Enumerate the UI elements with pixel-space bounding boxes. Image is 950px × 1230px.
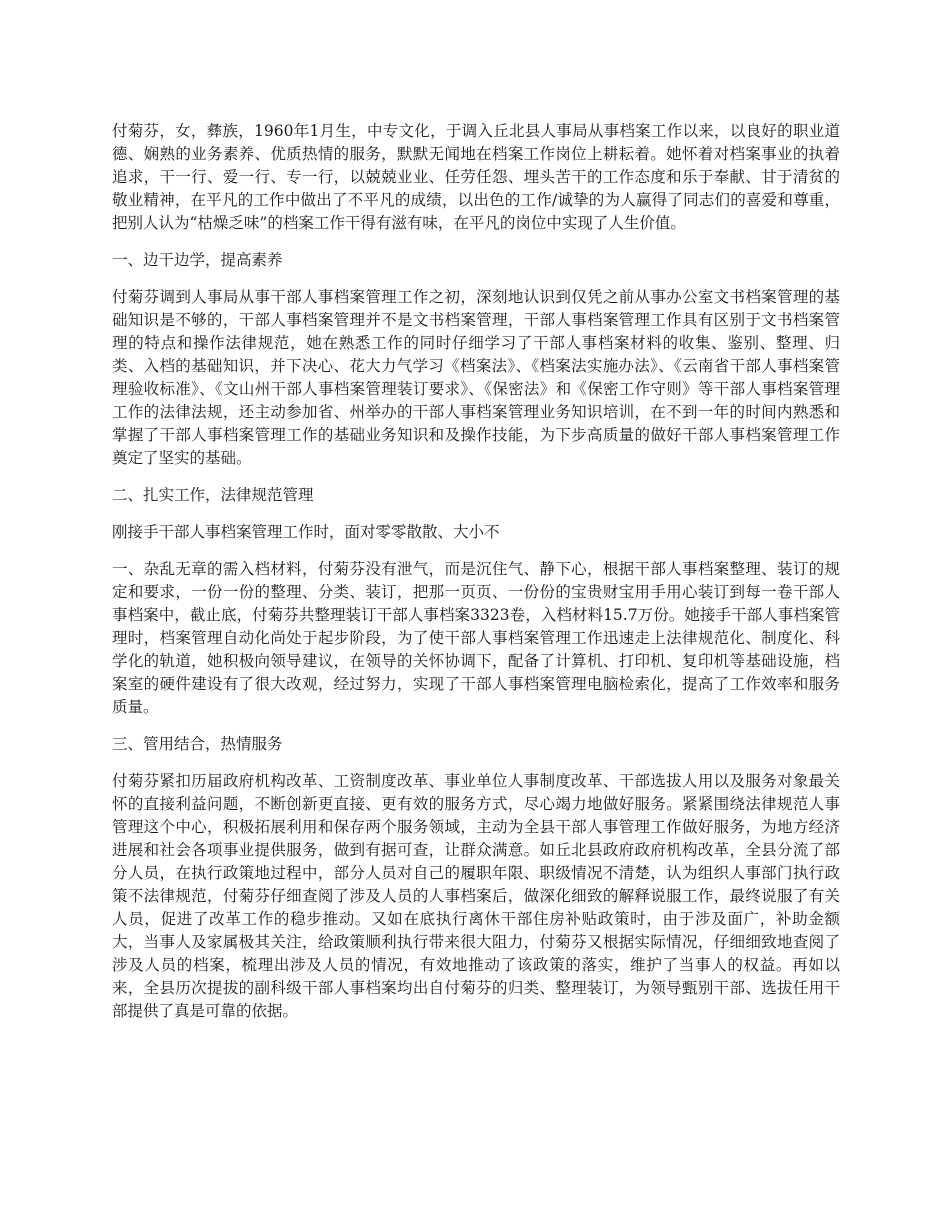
section-heading-1: 一、边干边学，提高素养	[112, 251, 283, 269]
section-2-paragraph-1: 刚接手干部人事档案管理工作时，面对零零散散、大小不	[112, 523, 500, 541]
intro-paragraph: 付菊芬，女，彝族，1960年1月生，中专文化，于调入丘北县人事局从事档案工作以来，以良好的职业道德、娴熟的业务素养、优质热情的服务，默默无闻地在档案工作岗位上耕耘着。她怀着对档案事业的执着追求，干一行、爱一行、专一行，以兢兢业业、任劳任怨、埋头苦干的工作态度和乐于奉献、甘于清贫的敬业精神，在平凡的工作中做出了不平凡的成绩，以出色的工作/诚挚的为人赢得了同志们的喜爱和尊重，把别人认为“枯燥乏味”的档案工作干得有滋有味，在平凡的岗位中实现了人生价值。	[112, 122, 840, 232]
section-heading-3: 三、管用结合，热情服务	[112, 735, 283, 753]
section-1-paragraph: 付菊芬调到人事局从事干部人事档案管理工作之初，深刻地认识到仅凭之前从事办公室文书档案管理的基础知识是不够的，干部人事档案管理并不是文书档案管理，干部人事档案管理工作具有区别于文书档案管理的特点和操作法律规范，她在熟悉工作的同时仔细学习了干部人事档案材料的收集、鉴别、整理、归类、入档的基础知识，并下决心、花大力气学习《档案法》、《档案法实施办法》、《云南省干部人事档案管理验收标准》、《文山州干部人事档案管理装订要求》、《保密法》和《保密工作守则》等干部人事档案管理工作的法律法规，还主动参加省、州举办的干部人事档案管理业务知识培训，在不到一年的时间内熟悉和掌握了干部人事档案管理工作的基础业务知识和及操作技能，为下步高质量的做好干部人事档案管理工作奠定了坚实的基础。	[112, 288, 840, 467]
document-page	[112, 120, 840, 1037]
section-heading-2: 二、扎实工作，法律规范管理	[112, 486, 314, 504]
section-3-paragraph: 付菊芬紧扣历届政府机构改革、工资制度改革、事业单位人事制度改革、干部选拔人用以及服务对象最关怀的直接利益问题，不断创新更直接、更有效的服务方式，尽心竭力地做好服务。紧紧围绕法律规范人事管理这个中心，积极拓展利用和保存两个服务领域，主动为全县干部人事管理工作做好服务，为地方经济进展和社会各项事业提供服务，做到有据可查，让群众满意。如丘北县政府政府机构改革，全县分流了部分人员，在执行政策地过程中，部分人员对自己的履职年限、职级情况不清楚，认为组织人事部门执行政策不法律规范，付菊芬仔细查阅了涉及人员的人事档案后，做深化细致的解释说服工作，最终说服了有关人员，促进了改革工作的稳步推动。又如在底执行离休干部住房补贴政策时，由于涉及面广，补助金额大，当事人及家属极其关注，给政策顺利执行带来很大阻力，付菊芬又根据实际情况，仔细细致地查阅了涉及人员的档案，梳理出涉及人员的情况，有效地推动了该政策的落实，维护了当事人的权益。再如以来，全县历次提拔的副科级干部人事档案均出自付菊芬的归类、整理装订，为领导甄别干部、选拔任用干部提供了真是可靠的依据。	[112, 772, 840, 1020]
section-2-paragraph-2: 一、杂乱无章的需入档材料，付菊芬没有泄气，而是沉住气、静下心，根据干部人事档案整理、装订的规定和要求，一份一份的整理、分类、装订，把那一页页、一份份的宝贵财宝用手用心装订到每一卷干部人事档案中，截止底，付菊芬共整理装订干部人事档案3323卷，入档材料15.7万份。她接手干部人事档案管理时，档案管理自动化尚处于起步阶段，为了使干部人事档案管理工作迅速走上法律规范化、制度化、科学化的轨道，她积极向领导建议，在领导的关怀协调下，配备了计算机、打印机、复印机等基础设施，档案室的硬件建设有了很大改观，经过努力，实现了干部人事档案管理电脑检索化，提高了工作效率和服务质量。	[112, 560, 840, 716]
